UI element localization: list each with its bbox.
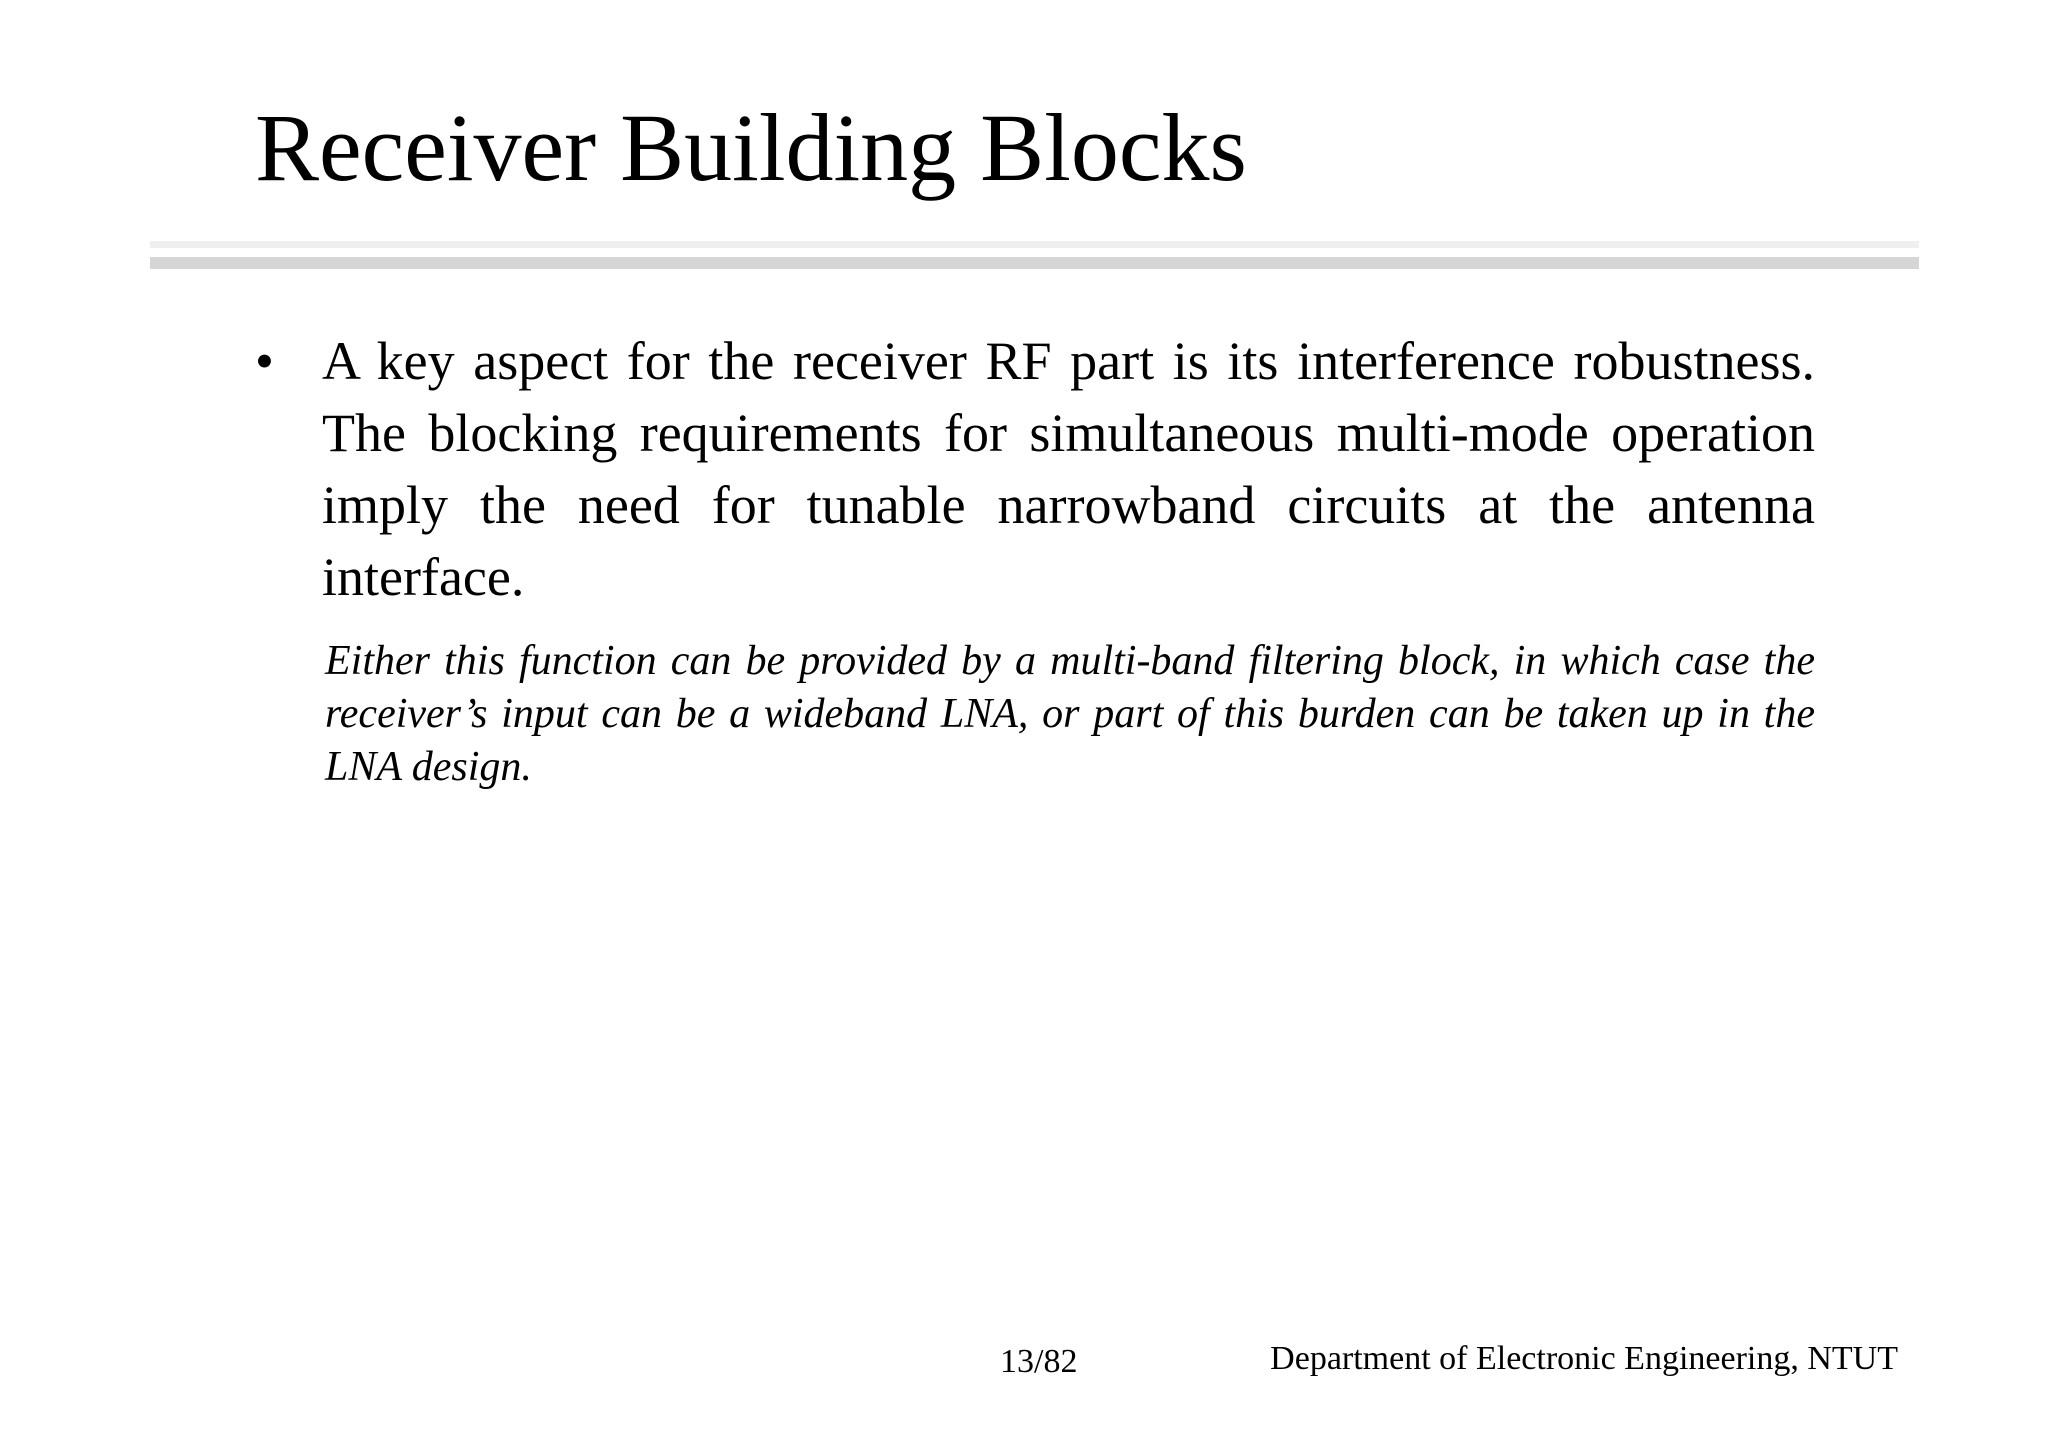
slide-title: Receiver Building Blocks <box>255 94 1247 201</box>
bullet-note: Either this function can be provided by a multi-band filtering block, in which case the receiver’s input can be a wideband LNA, or part of this burden can be taken up in the LNA design. <box>325 638 1815 790</box>
bullet-item <box>255 325 1815 794</box>
bullet-text: A key aspect for the receiver RF part is its interference robustness. The blocking requirements for simultaneous multi-mode operation imply the need for tunable narrowband circuits at the antenna interface. <box>322 331 1815 607</box>
bullet-list <box>255 325 1815 794</box>
title-divider-light <box>150 241 1919 248</box>
title-divider-dark <box>150 257 1919 269</box>
page-number: 13/82 <box>1000 1343 1078 1380</box>
footer-department: Department of Electronic Engineering, NTUT <box>1270 1340 1898 1377</box>
bullet-marker: • <box>255 331 274 391</box>
